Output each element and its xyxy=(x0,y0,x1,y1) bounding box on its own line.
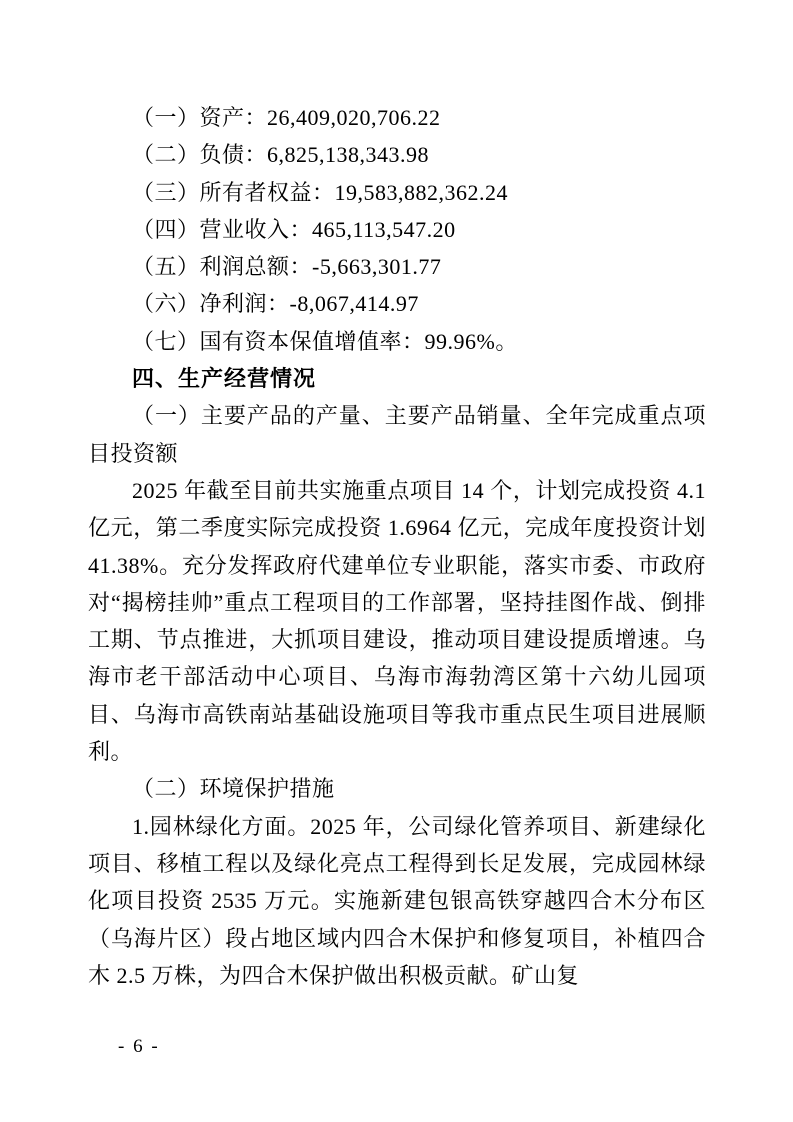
financial-item-revenue: （四）营业收入：465,113,547.20 xyxy=(132,216,456,242)
financial-item-owner-equity: （三）所有者权益：19,583,882,362.24 xyxy=(132,179,509,205)
paragraph-landscaping: 1.园林绿化方面。2025 年，公司绿化管养项目、新建绿化项目、移植工程以及绿化亮点工程得到长足发展，完成园林绿化项目投资 2535 万元。实施新建包银高铁穿越四合木分布区（乌海片区）段占地区域内四合木保护和修复项目，补植四合木 2.5 万株，为四合木保护做出积极贡献。矿山复 xyxy=(88,813,706,988)
section-heading-production-operations: 四、生产经营情况 xyxy=(132,366,317,392)
subsection-heading-products-investment: （一）主要产品的产量、主要产品销量、全年完成重点项目投资额 xyxy=(88,403,706,466)
financial-item-total-profit: （五）利润总额：-5,663,301.77 xyxy=(132,254,442,280)
financial-item-net-profit: （六）净利润：-8,067,414.97 xyxy=(132,291,419,317)
subsection-heading-environment-protection: （二）环境保护措施 xyxy=(132,776,335,802)
financial-item-capital-ratio: （七）国有资本保值增值率：99.96%。 xyxy=(132,328,518,354)
page-number: - 6 - xyxy=(118,1036,160,1057)
paragraph-key-projects: 2025 年截至目前共实施重点项目 14 个，计划完成投资 4.1 亿元，第二季度实际完成投资 1.6964 亿元，完成年度投资计划 41.38%。充分发挥政府代建单位专业职能，落实市委、市政府对“揭榜挂帅”重点工程项目的工作部署，坚持挂图作战、倒排工期、节点推进，大抓项目建设，推动项目建设提质增速。乌海市老干部活动中心项目、乌海市海勃湾区第十六幼儿园项目、乌海市高铁南站基础设施项目等我市重点民生项目进展顺利。 xyxy=(88,477,706,765)
financial-item-assets: （一）资产：26,409,020,706.22 xyxy=(132,105,441,130)
document-body xyxy=(88,99,706,994)
financial-item-liabilities: （二）负债：6,825,138,343.98 xyxy=(132,142,430,168)
